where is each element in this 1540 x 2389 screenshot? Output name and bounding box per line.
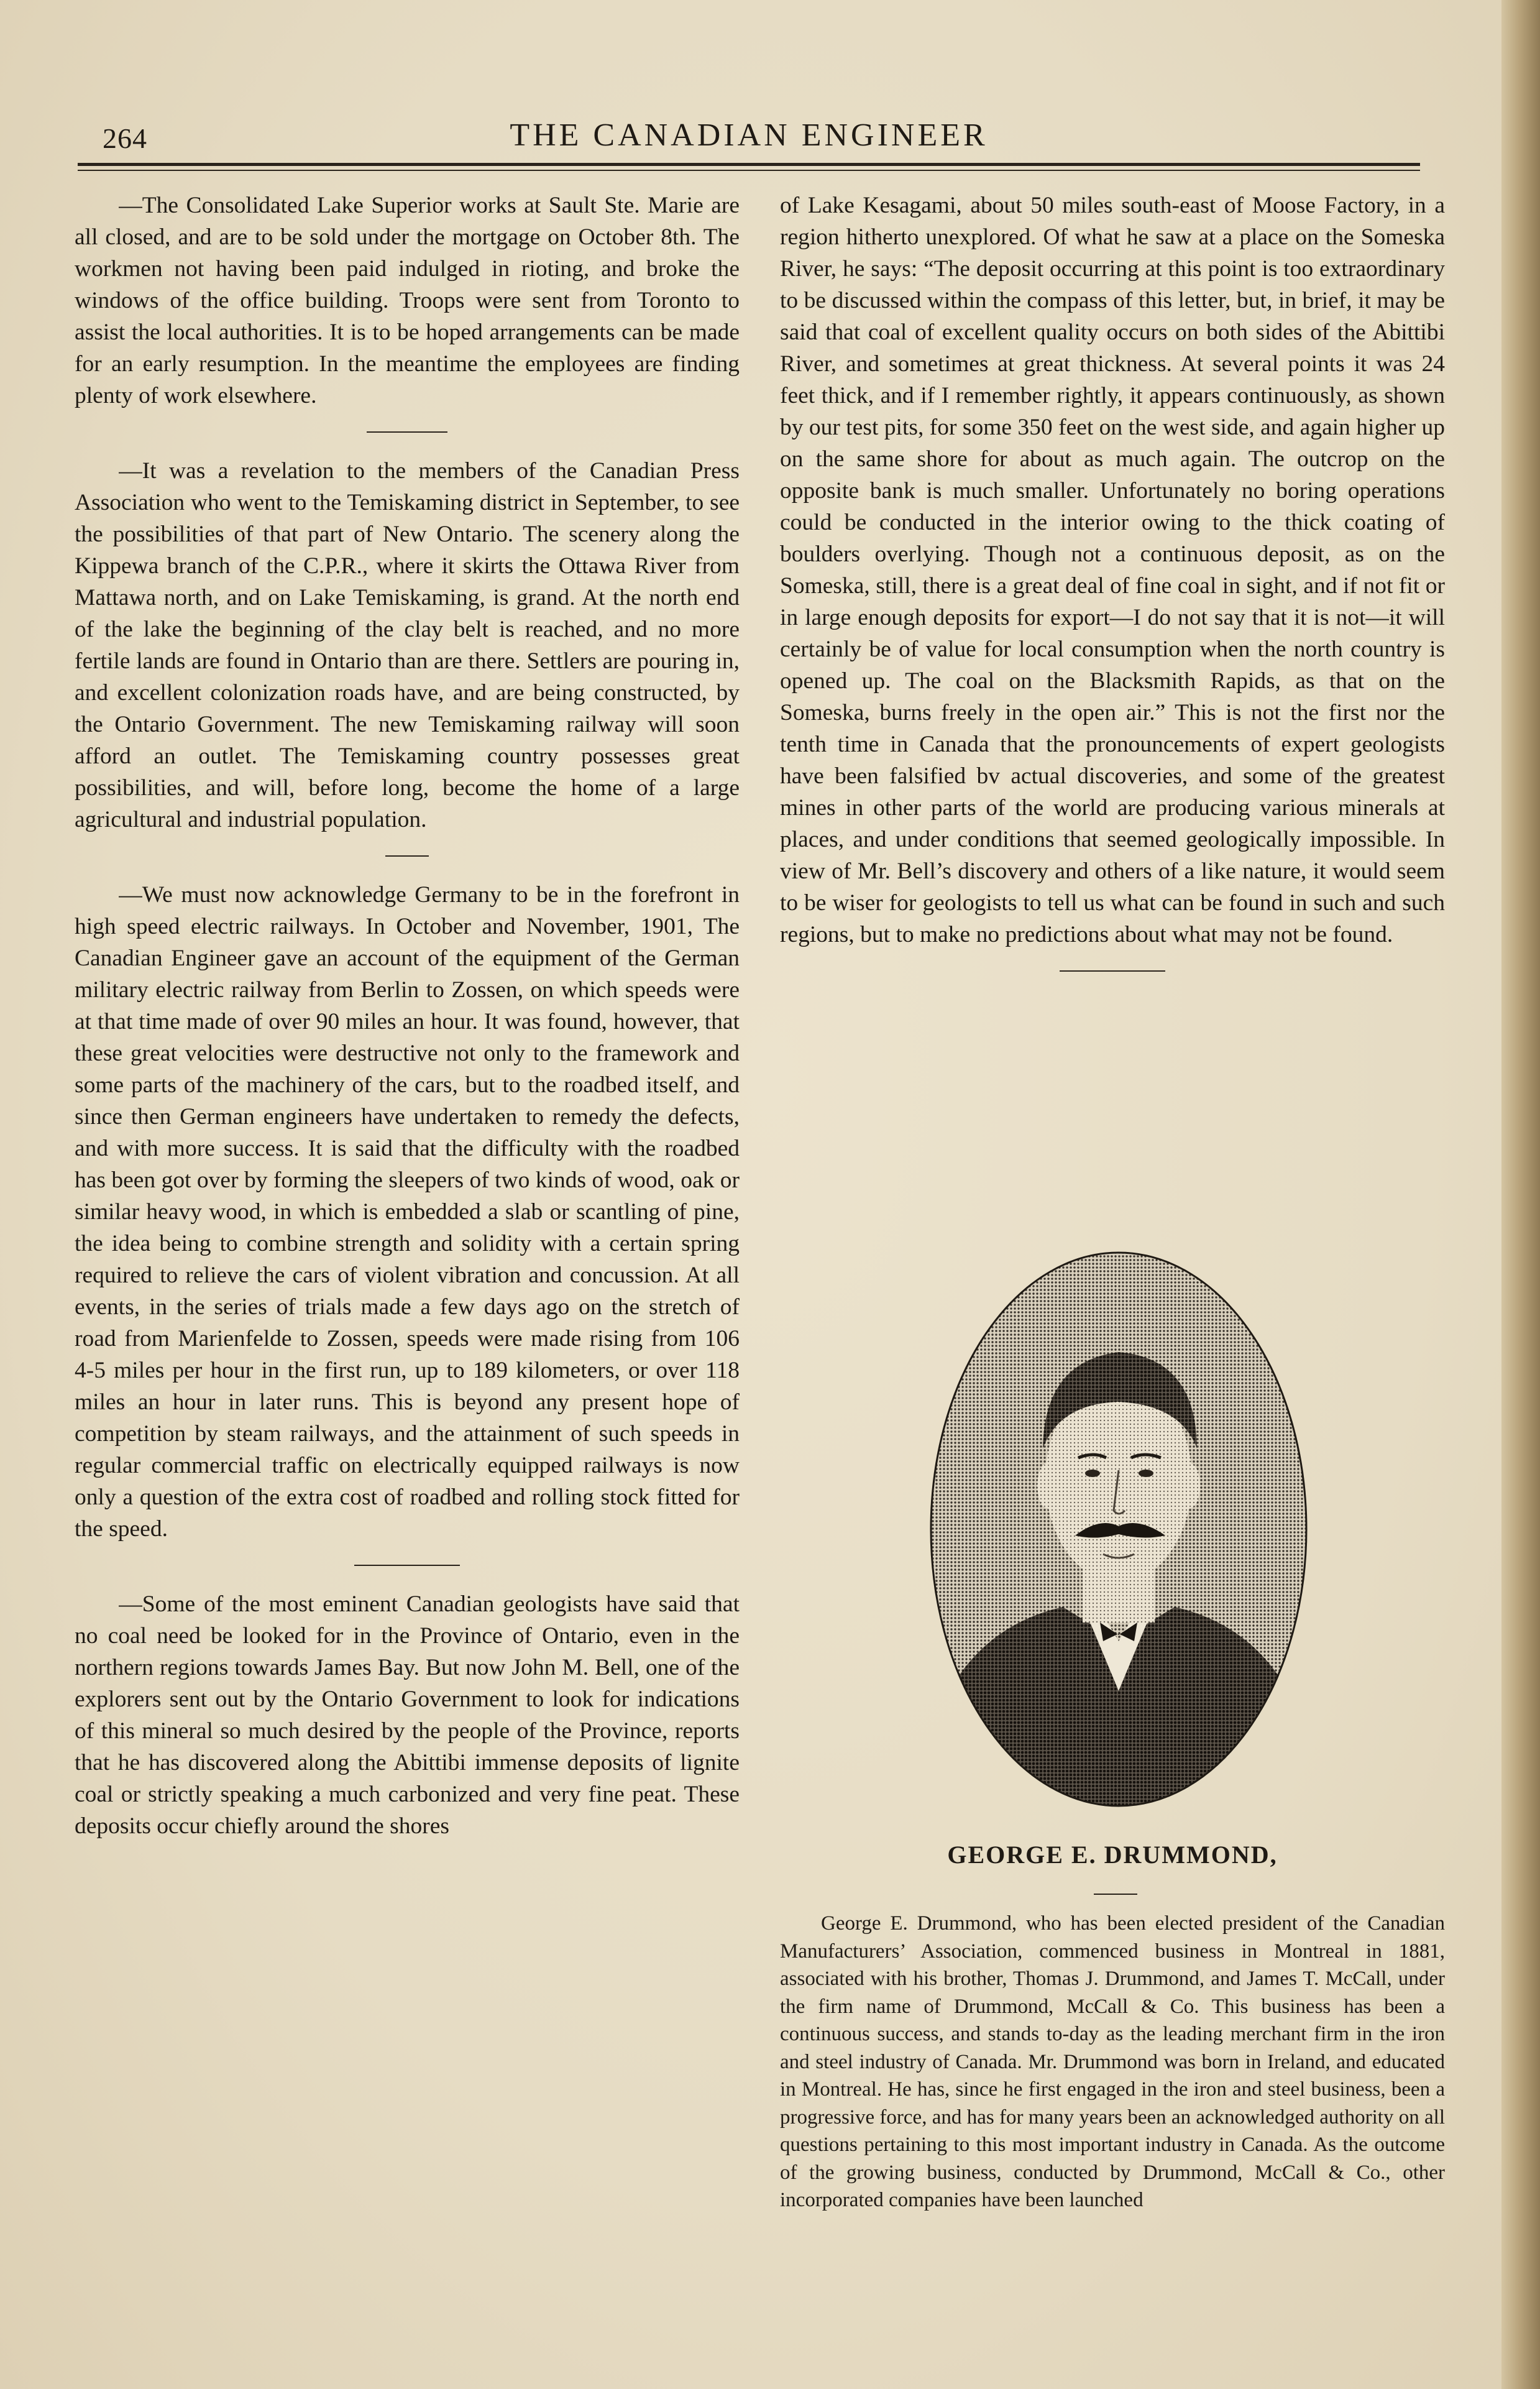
article-lake-superior: —The Consolidated Lake Superior works at Sault Ste. Marie are all closed, and are to be sold under the mortgage on October 8th. The workmen not having been paid indulged in rioting, and broke the windows of the office building. Troops were sent from Toronto to assist the local authorities. It is to be hoped arrangements can be made for an early resumption. In the meantime the employees are finding plenty of work elsewhere. — [75, 193, 740, 408]
journal-title: THE CANADIAN ENGINEER — [510, 117, 988, 153]
page-header — [78, 113, 1420, 163]
article-german-railway: —We must now acknowledge Germany to be in the forefront in high speed electric railways. In October and November, 1901, The Canadian Engineer gave an account of the equipment of the German military electric railway from Berlin to Zossen, on which speeds were at that time made of over 90 miles an hour. It was found, however, that these great velocities were destructive not only to the framework and some parts of the machinery of the cars, but to the roadbed itself, and since then German engineers have undertaken to remedy the defects, and with more success. It is said that the difficulty with the roadbed has been got over by forming the sleepers of two kinds of wood, oak or similar heavy wood, in which is embedded a slab or scantling of pine, the idea being to combine strength and solidity with a certain spring required to relieve the cars of violent vibration and concussion. At all events, in the series of trials made a few days ago on the stretch of road from Marienfelde to Zossen, speeds were made rising from 106 4-5 miles per hour in the first run, up to 189 kilometers, or over 118 miles an hour in later runs. This is beyond any present hope of competition by steam railways, and the attainment of such speeds in regular commercial traffic on electrically equipped railways is now only a question of the extra cost of roadbed and rolling stock fitted for the speed. — [75, 882, 740, 1542]
article-separator — [75, 412, 740, 455]
right-column — [780, 190, 1445, 994]
article-ontario-coal-continued: of Lake Kesagami, about 50 miles south-east of Moose Factory, in a region hitherto unexplored. Of what he saw at a place on the Someska River, he says: “The deposit occurring at this point is too extraordinary to be discussed within the compass of this letter, but, in brief, it may be said that coal of excellent quality occurs on both sides of the Abittibi River, and sometimes at great thickness. At several points it was 24 feet thick, and if I remember rightly, it appears continuously, as shown by our test pits, for some 350 feet on the west side, and again higher up on the same shore for about as much again. The outcrop on the opposite bank is much smaller. Unfortunately no boring operations could be conducted in the interior owing to the thick coating of boulders overlying. Though not a continuous deposit, as on the Someska, still, there is a great deal of fine coal in sight, and if not fit or in large enough deposits for export—I do not say that it is not—it will certainly be of value for local consumption when the north country is opened up. The coal on the Blacksmith Rapids, as that on the Someska, burns freely in the open air.” This is not the first nor the tenth time in Canada that the pronouncements of expert geologists have been falsified bv actual discoveries, and some of the greatest mines in other parts of the world are producing various minerals at places, and under conditions that seemed geologically impossible. In view of Mr. Bell’s discovery and others of a like nature, it would seem to be wiser for geologists to tell us what can be found in such and such regions, but to make no predictions about what may not be found. — [780, 193, 1445, 947]
article-separator — [780, 951, 1445, 994]
caption-separator — [1094, 1894, 1137, 1895]
header-rule-thick — [78, 163, 1420, 166]
article-separator — [75, 835, 740, 879]
portrait-caption: GEORGE E. DRUMMOND, — [947, 1841, 1278, 1869]
left-column — [75, 190, 740, 1842]
article-ontario-coal: —Some of the most eminent Canadian geologists have said that no coal need be looked for in the Province of Ontario, even in the northern regions towards James Bay. But now John M. Bell, one of the explorers sent out by the Ontario Government to look for indications of this mineral so much desired by the people of the Province, reports that he has discovered along the Abittibi immense deposits of lignite coal or strictly speaking a much carbonized and very fine peat. These deposits occur chiefly around the shores — [75, 1591, 740, 1839]
page-number: 264 — [103, 122, 147, 154]
header-rule-thin — [78, 170, 1420, 171]
article-separator — [75, 1545, 740, 1588]
portrait-engraving — [920, 1243, 1318, 1815]
page-edge — [1501, 0, 1540, 2389]
article-temiskaming: —It was a revelation to the members of the Canadian Press Association who went to the Temiskaming district in September, to see the possibilities of that part of New Ontario. The scenery along the Kippewa branch of the C.P.R., where it skirts the Ottawa River from Mattawa north, and on Lake Temiskaming, is grand. At the north end of the lake the beginning of the clay belt is reached, and no more fertile lands are found in Ontario than are there. Settlers are pouring in, and excellent colonization roads have, and are being constructed, by the Ontario Government. The new Temiskaming railway will soon afford an outlet. The Temiskaming country possesses great possibilities, and will, before long, become the home of a large agricultural and industrial population. — [75, 458, 740, 832]
portrait-biography: George E. Drummond, who has been elected president of the Canadian Manufacturers’ Association, commenced business in Montreal in 1881, associated with his brother, Thomas J. Drummond, and James T. McCall, under the firm name of Drummond, McCall & Co. This business has been a continuous success, and stands to-day as the leading merchant firm in the iron and steel industry of Canada. Mr. Drummond was born in Ireland, and educated in Montreal. He has, since he first engaged in the iron and steel business, been a progressive force, and has for many years been an acknowledged authority on all questions pertaining to this most important industry in Canada. As the outcome of the growing business, conducted by Drummond, McCall & Co., other incorporated companies have been launched — [780, 1912, 1445, 2211]
